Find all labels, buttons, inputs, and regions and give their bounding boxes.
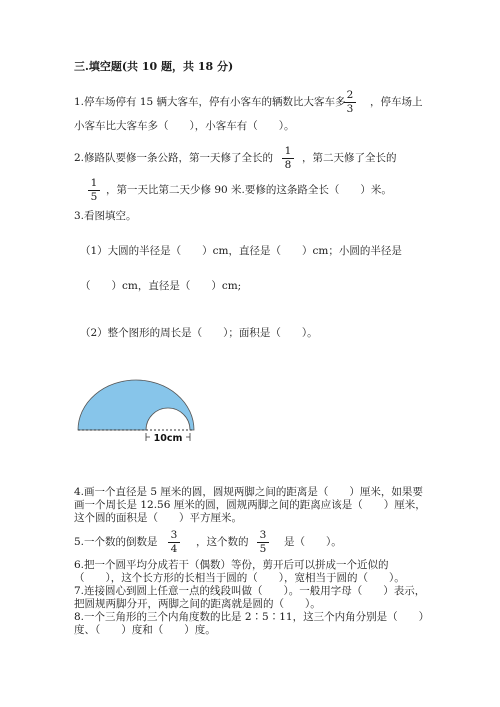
q2-fraction-1-denominator: 8 bbox=[284, 159, 292, 171]
q5-fraction-2-numerator: 3 bbox=[259, 529, 267, 541]
q3-figure-label: 10cm bbox=[153, 433, 183, 444]
q5-b: ，这个数的 bbox=[196, 536, 249, 548]
q1-line1-a: 1.停车场停有 15 辆大客车，停有小客车的辆数比大客车多 bbox=[74, 96, 346, 108]
q2-fraction-2-denominator: 5 bbox=[90, 191, 98, 203]
q1-fraction-numerator: 2 bbox=[346, 89, 354, 101]
q5-fraction-2 bbox=[257, 530, 269, 555]
q2-line1-a: 2.修路队要修一条公路，第一天修了全长的 bbox=[74, 152, 274, 164]
q2-fraction-2-numerator: 1 bbox=[90, 177, 98, 189]
q3-figure-shape bbox=[78, 380, 194, 430]
q2-line2: ，第一天比第二天少修 90 米.要修的这条路全长（ ）米。 bbox=[106, 184, 392, 196]
q3-figure bbox=[74, 378, 204, 458]
q1-fraction-denominator: 3 bbox=[346, 103, 354, 115]
q5-fraction-1-denominator: 4 bbox=[170, 543, 178, 555]
q4-line3: 这个圆的面积是（ ）平方厘米。 bbox=[74, 512, 242, 524]
q1-line1-b: ，停车场上 bbox=[370, 96, 423, 108]
q3-sub2: （2）整个图形的周长是（ ）；面积是（ ）。 bbox=[80, 327, 318, 339]
q4-line1: 4.画一个直径是 5 厘米的圆，圆规两脚之间的距离是（ ）厘米，如果要 bbox=[74, 486, 423, 498]
q7-line1: 7.连接圆心到圆上任意一点的线段叫做（ ）。一般用字母（ ）表示， bbox=[74, 585, 426, 597]
q1-fraction bbox=[344, 90, 356, 115]
q1-line2: 小客车比大客车多（ ），小客车有（ ）。 bbox=[74, 120, 295, 132]
q8-line1: 8.一个三角形的三个内角度数的比是 2∶5∶11，这三个内角分别是（ ） bbox=[74, 611, 430, 623]
q6-line1: 6.把一个圆平均分成若干（偶数）等份，剪开后可以拼成一个近似的 bbox=[74, 559, 389, 571]
q4-line2: 画一个周长是 12.56 厘米的圆，圆规两脚之间的距离应该是（ ）厘米， bbox=[74, 499, 426, 511]
q3-sub1-line2: （ ）cm，直径是（ ）cm; bbox=[80, 280, 242, 292]
q3-stem: 3.看图填空。 bbox=[74, 210, 137, 222]
q5-fraction-1 bbox=[168, 530, 180, 555]
q2-line1-b: ，第二天修了全长的 bbox=[302, 152, 397, 164]
section-title: 三.填空题(共 10 题，共 18 分) bbox=[74, 60, 234, 73]
q5-a: 5.一个数的倒数是 bbox=[74, 536, 158, 548]
q2-fraction-1 bbox=[282, 146, 294, 171]
q7-line2: 把圆规两脚分开，两脚之间的距离就是圆的（ ）。 bbox=[74, 598, 321, 610]
q2-fraction-1-numerator: 1 bbox=[284, 145, 292, 157]
q3-sub1-line1: （1）大圆的半径是（ ）cm，直径是（ ）cm；小圆的半径是 bbox=[80, 245, 402, 257]
q5-c: 是（ ）。 bbox=[284, 536, 342, 548]
q2-fraction-2 bbox=[88, 178, 100, 203]
q5-fraction-1-numerator: 3 bbox=[170, 529, 178, 541]
q8-line2: 度、（ ）度和（ ）度。 bbox=[74, 624, 216, 636]
q6-line2: （ ），这个长方形的长相当于圆的（ ），宽相当于圆的（ ）。 bbox=[74, 572, 405, 584]
q5-fraction-2-denominator: 5 bbox=[259, 543, 267, 555]
